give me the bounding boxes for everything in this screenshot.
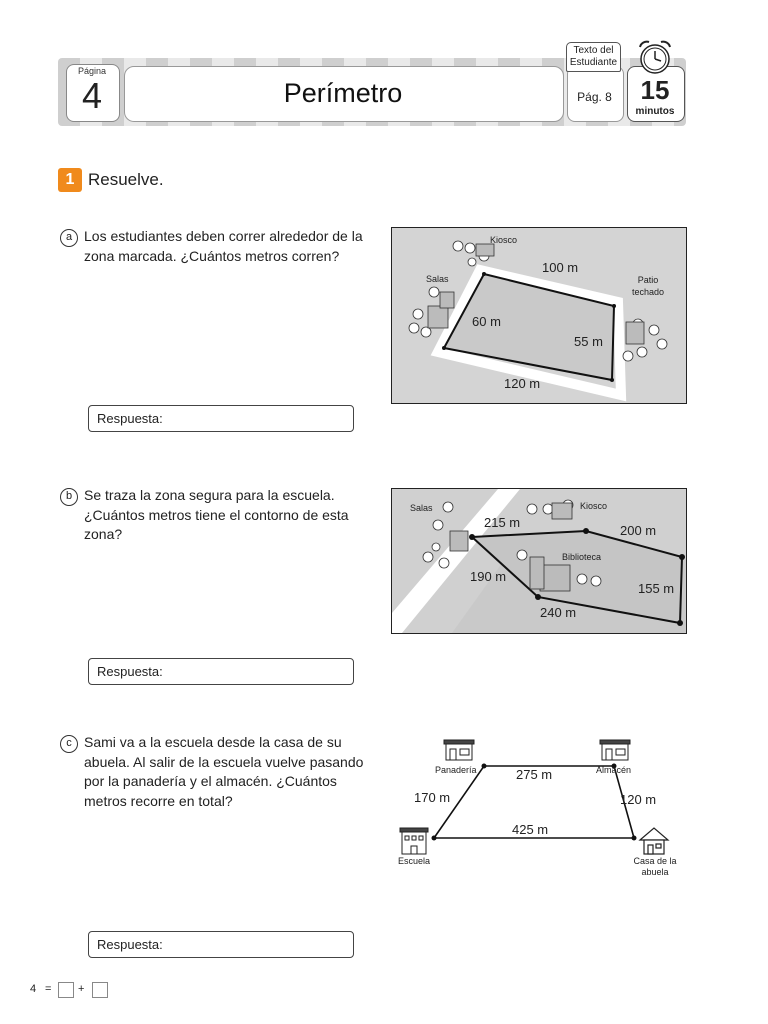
- length-215-b: 215 m: [484, 515, 521, 530]
- question-letter-c: c: [60, 735, 78, 753]
- length-left-c: 170 m: [414, 790, 451, 805]
- map-b-svg: [392, 489, 686, 633]
- minutes-label: minutos: [635, 106, 675, 117]
- label-salas-b: Salas: [410, 503, 433, 513]
- label-casa-line2: abuela: [641, 867, 669, 877]
- label-almacen: Almacén: [596, 765, 632, 775]
- answer-field-c[interactable]: Respuesta:: [88, 931, 354, 958]
- label-salas-a: Salas: [426, 274, 449, 284]
- page-label: Página: [77, 66, 107, 76]
- section-title: Resuelve.: [88, 170, 164, 189]
- question-text-b: Se traza la zona segura para la escuela. ¿Cuántos metros tiene el contorno de esta zona?: [84, 487, 349, 542]
- length-155-b: 155 m: [638, 581, 675, 596]
- label-panaderia: Panadería: [435, 765, 477, 775]
- page-number: 4: [81, 75, 103, 116]
- length-right-c: 120 m: [620, 792, 657, 807]
- house-icon: [640, 828, 668, 854]
- label-kiosco-a: Kiosco: [490, 235, 518, 245]
- question-letter-b: b: [60, 488, 78, 506]
- footer-box-2: [92, 982, 108, 998]
- bakery-icon: [444, 740, 474, 760]
- footer-box-1: [58, 982, 74, 998]
- page-title: Perímetro: [283, 78, 403, 108]
- map-figure-a: [391, 227, 687, 404]
- label-patio-a: [628, 274, 668, 298]
- length-bottom-a: 120 m: [504, 376, 541, 391]
- footer-number: 4: [30, 983, 37, 995]
- map-figure-b: [391, 488, 687, 634]
- answer-field-a[interactable]: Respuesta:: [88, 405, 354, 432]
- minutes-value: 15: [640, 75, 670, 105]
- label-kiosco-b: Kiosco: [580, 501, 608, 511]
- footer-plus: +: [78, 983, 85, 995]
- length-top-a: 100 m: [542, 260, 579, 275]
- page-ref: Pág. 8: [577, 90, 612, 104]
- label-patio-line2: techado: [631, 287, 665, 297]
- length-top-c: 275 m: [516, 767, 553, 782]
- length-bottom-c: 425 m: [512, 822, 549, 837]
- answer-field-b[interactable]: Respuesta:: [88, 658, 354, 685]
- footer-equals: =: [45, 983, 52, 995]
- label-casa-abuela: [626, 856, 684, 878]
- alarm-clock-icon: [632, 38, 678, 78]
- length-right-a: 55 m: [574, 334, 603, 349]
- section-number: 1: [58, 168, 82, 192]
- label-escuela: Escuela: [398, 856, 431, 866]
- school-icon: [400, 828, 428, 854]
- student-text-tab: [566, 42, 621, 72]
- length-200-b: 200 m: [620, 523, 657, 538]
- length-190-b: 190 m: [470, 569, 507, 584]
- label-biblioteca-b: Biblioteca: [562, 552, 602, 562]
- question-text-a: Los estudiantes deben correr alrededor de la zona marcada. ¿Cuántos metros corren?: [84, 228, 363, 264]
- store-icon: [600, 740, 630, 760]
- route-figure-c: [390, 734, 686, 884]
- label-casa-line1: Casa de la: [633, 856, 677, 866]
- length-left-a: 60 m: [472, 314, 501, 329]
- tab-line-2: Estudiante: [569, 57, 618, 68]
- question-letter-a: a: [60, 229, 78, 247]
- label-patio-line1: Patio: [637, 275, 659, 285]
- length-240-b: 240 m: [540, 605, 577, 620]
- tab-line-1: Texto del: [573, 45, 614, 56]
- question-text-c: Sami va a la escuela desde la casa de su abuela. Al salir de la escuela vuelve pasando por la panadería y el almacén. ¿Cuántos metros recorre en total?: [84, 734, 364, 809]
